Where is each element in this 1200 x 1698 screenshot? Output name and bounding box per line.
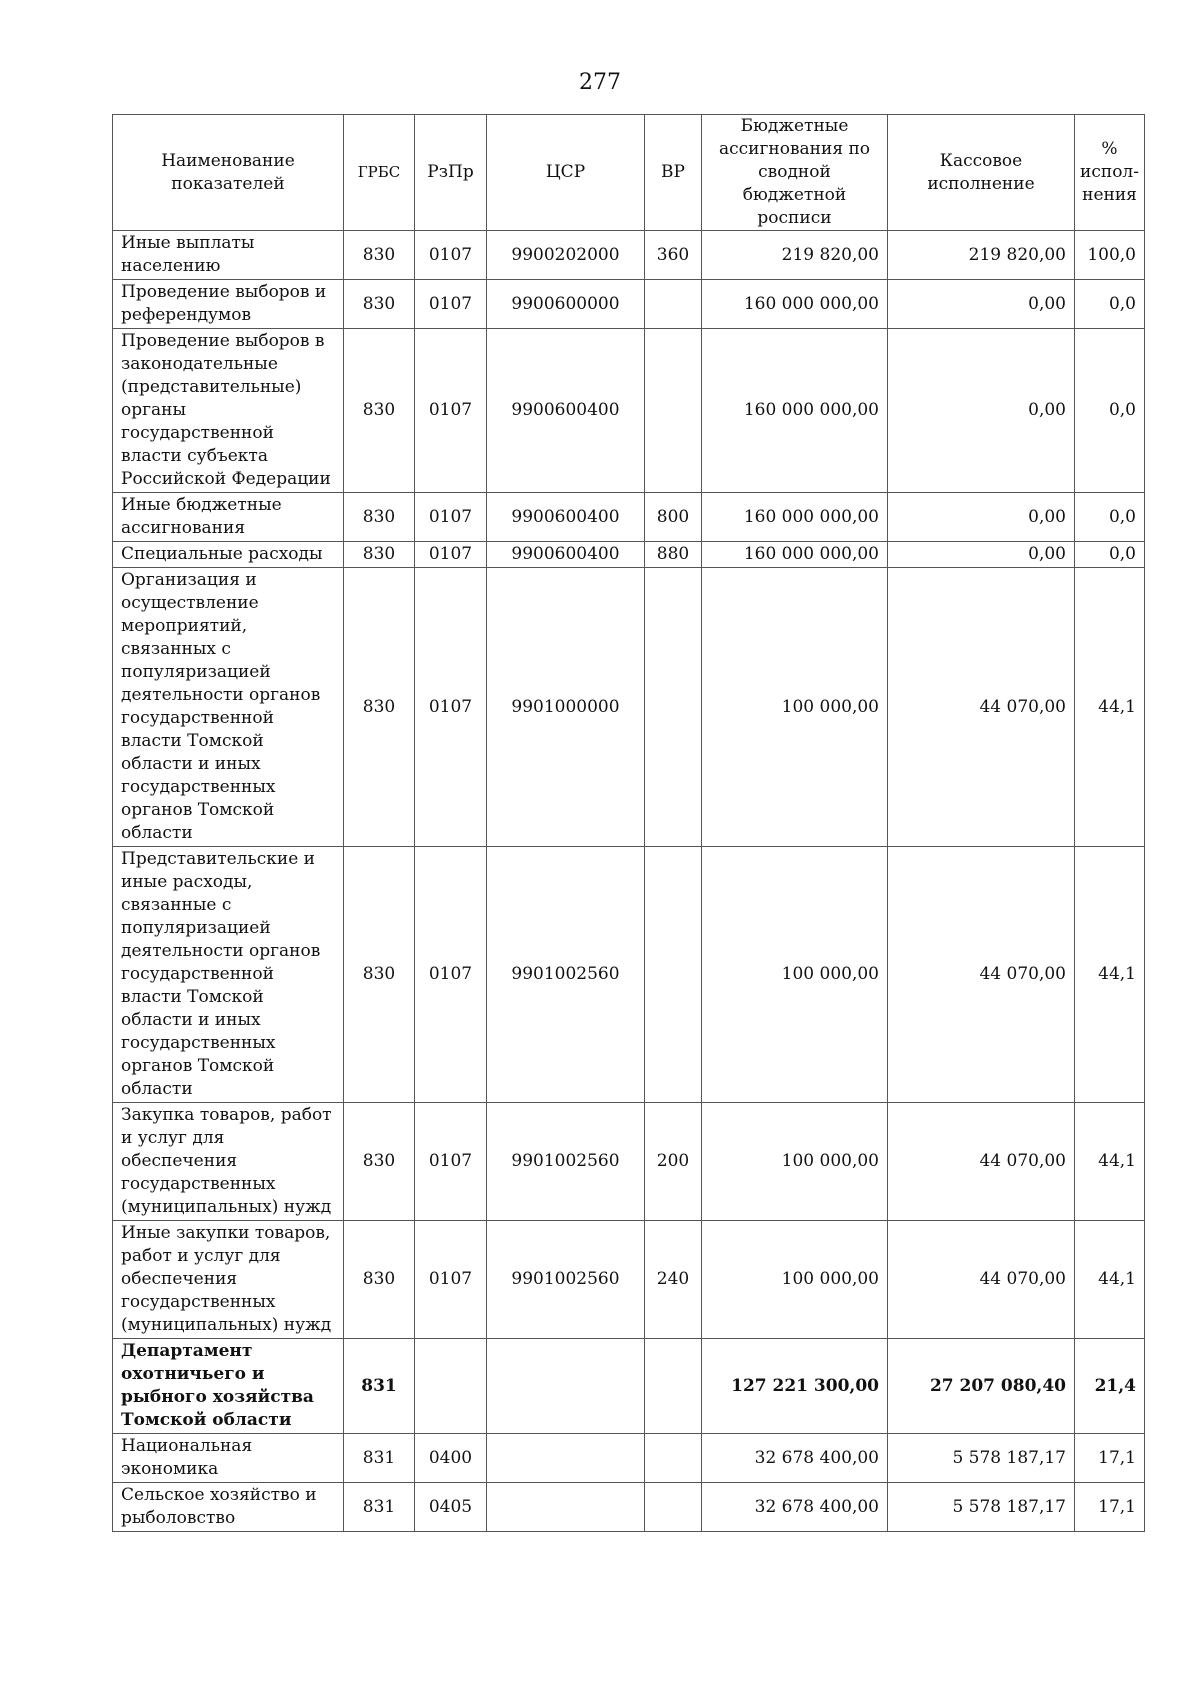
cell-name: Иные закупки товаров, работ и услуг для обеспечения государственных (муниципальных) нужд: [113, 1221, 344, 1339]
cell-csr: 9900600400: [487, 493, 645, 542]
cell-executed: 5 578 187,17: [888, 1483, 1075, 1532]
cell-percent: 0,0: [1075, 329, 1145, 493]
cell-assigned: 100 000,00: [702, 1221, 888, 1339]
cell-name: Национальная экономика: [113, 1434, 344, 1483]
cell-grbs: 830: [344, 280, 415, 329]
budget-table: [112, 114, 1145, 1532]
cell-vr: 800: [645, 493, 702, 542]
cell-percent: 44,1: [1075, 568, 1145, 847]
cell-csr: 9901000000: [487, 568, 645, 847]
cell-assigned: 160 000 000,00: [702, 542, 888, 568]
cell-name: Представительские и иные расходы, связанные с популяризацией деятельности органов государственной власти Томской области и иных государственных органов Томской области: [113, 847, 344, 1103]
cell-vr: [645, 329, 702, 493]
table-row: [113, 231, 1145, 280]
cell-grbs: 831: [344, 1483, 415, 1532]
table-row: [113, 847, 1145, 1103]
cell-executed: 5 578 187,17: [888, 1434, 1075, 1483]
cell-csr: [487, 1483, 645, 1532]
cell-assigned: 100 000,00: [702, 1103, 888, 1221]
cell-percent: 21,4: [1075, 1339, 1145, 1434]
cell-rzpr: 0107: [415, 1221, 487, 1339]
cell-name: Закупка товаров, работ и услуг для обеспечения государственных (муниципальных) нужд: [113, 1103, 344, 1221]
cell-name: Проведение выборов в законодательные (представительные) органы государственной власти субъекта Российской Федерации: [113, 329, 344, 493]
cell-executed: 44 070,00: [888, 1103, 1075, 1221]
table-row: [113, 568, 1145, 847]
column-header-name: Наименование показателей: [113, 115, 344, 231]
cell-name: Иные выплаты населению: [113, 231, 344, 280]
table-row: [113, 1483, 1145, 1532]
table-row: [113, 493, 1145, 542]
cell-name: Специальные расходы: [113, 542, 344, 568]
cell-grbs: 830: [344, 847, 415, 1103]
cell-assigned: 32 678 400,00: [702, 1434, 888, 1483]
cell-grbs: 831: [344, 1339, 415, 1434]
cell-rzpr: 0107: [415, 847, 487, 1103]
page-number: 277: [579, 70, 621, 95]
cell-csr: 9901002560: [487, 1221, 645, 1339]
table-row: [113, 542, 1145, 568]
cell-assigned: 127 221 300,00: [702, 1339, 888, 1434]
cell-percent: 44,1: [1075, 1221, 1145, 1339]
cell-executed: 0,00: [888, 542, 1075, 568]
table-header-row: [113, 115, 1145, 231]
cell-assigned: 160 000 000,00: [702, 493, 888, 542]
cell-rzpr: 0400: [415, 1434, 487, 1483]
cell-percent: 17,1: [1075, 1434, 1145, 1483]
cell-rzpr: 0107: [415, 329, 487, 493]
cell-rzpr: 0107: [415, 493, 487, 542]
cell-percent: 0,0: [1075, 280, 1145, 329]
cell-grbs: 830: [344, 1103, 415, 1221]
table-row: [113, 1434, 1145, 1483]
column-header-grbs: ГРБС: [344, 115, 415, 231]
cell-csr: 9900600400: [487, 542, 645, 568]
cell-name: Иные бюджетные ассигнования: [113, 493, 344, 542]
cell-vr: [645, 1339, 702, 1434]
table-row: [113, 1221, 1145, 1339]
cell-csr: [487, 1434, 645, 1483]
column-header-csr: ЦСР: [487, 115, 645, 231]
cell-csr: [487, 1339, 645, 1434]
cell-csr: 9901002560: [487, 1103, 645, 1221]
cell-vr: [645, 1434, 702, 1483]
cell-assigned: 219 820,00: [702, 231, 888, 280]
cell-csr: 9900202000: [487, 231, 645, 280]
table-row: [113, 280, 1145, 329]
cell-vr: [645, 568, 702, 847]
cell-assigned: 100 000,00: [702, 847, 888, 1103]
cell-percent: 0,0: [1075, 493, 1145, 542]
cell-assigned: 160 000 000,00: [702, 329, 888, 493]
cell-grbs: 830: [344, 329, 415, 493]
cell-csr: 9900600400: [487, 329, 645, 493]
cell-executed: 27 207 080,40: [888, 1339, 1075, 1434]
cell-name: Организация и осуществление мероприятий, связанных с популяризацией деятельности органов государственной власти Томской области и иных государственных органов Томской области: [113, 568, 344, 847]
cell-percent: 44,1: [1075, 1103, 1145, 1221]
cell-rzpr: [415, 1339, 487, 1434]
cell-executed: 44 070,00: [888, 568, 1075, 847]
cell-rzpr: 0107: [415, 1103, 487, 1221]
cell-vr: 200: [645, 1103, 702, 1221]
cell-executed: 44 070,00: [888, 1221, 1075, 1339]
cell-csr: 9900600000: [487, 280, 645, 329]
cell-grbs: 830: [344, 493, 415, 542]
cell-assigned: 160 000 000,00: [702, 280, 888, 329]
cell-grbs: 830: [344, 1221, 415, 1339]
cell-rzpr: 0107: [415, 231, 487, 280]
cell-executed: 0,00: [888, 329, 1075, 493]
cell-csr: 9901002560: [487, 847, 645, 1103]
cell-vr: 240: [645, 1221, 702, 1339]
cell-vr: [645, 1483, 702, 1532]
cell-rzpr: 0107: [415, 568, 487, 847]
cell-percent: 44,1: [1075, 847, 1145, 1103]
table-row: [113, 1339, 1145, 1434]
cell-assigned: 32 678 400,00: [702, 1483, 888, 1532]
cell-executed: 0,00: [888, 493, 1075, 542]
cell-assigned: 100 000,00: [702, 568, 888, 847]
column-header-executed: Кассовое исполнение: [888, 115, 1075, 231]
cell-executed: 44 070,00: [888, 847, 1075, 1103]
table-row: [113, 1103, 1145, 1221]
cell-vr: [645, 847, 702, 1103]
cell-executed: 0,00: [888, 280, 1075, 329]
cell-grbs: 831: [344, 1434, 415, 1483]
cell-percent: 0,0: [1075, 542, 1145, 568]
cell-grbs: 830: [344, 542, 415, 568]
cell-vr: 360: [645, 231, 702, 280]
column-header-rzpr: РзПр: [415, 115, 487, 231]
table-row: [113, 329, 1145, 493]
column-header-percent: % испол-нения: [1075, 115, 1145, 231]
cell-rzpr: 0107: [415, 542, 487, 568]
cell-grbs: 830: [344, 231, 415, 280]
column-header-vr: ВР: [645, 115, 702, 231]
cell-rzpr: 0107: [415, 280, 487, 329]
table-body: [113, 231, 1145, 1532]
cell-percent: 100,0: [1075, 231, 1145, 280]
cell-vr: 880: [645, 542, 702, 568]
cell-grbs: 830: [344, 568, 415, 847]
cell-vr: [645, 280, 702, 329]
column-header-assigned: Бюджетные ассигнования по сводной бюджетной росписи: [702, 115, 888, 231]
cell-executed: 219 820,00: [888, 231, 1075, 280]
cell-percent: 17,1: [1075, 1483, 1145, 1532]
cell-name: Департамент охотничьего и рыбного хозяйства Томской области: [113, 1339, 344, 1434]
cell-name: Проведение выборов и референдумов: [113, 280, 344, 329]
cell-rzpr: 0405: [415, 1483, 487, 1532]
cell-name: Сельское хозяйство и рыболовство: [113, 1483, 344, 1532]
